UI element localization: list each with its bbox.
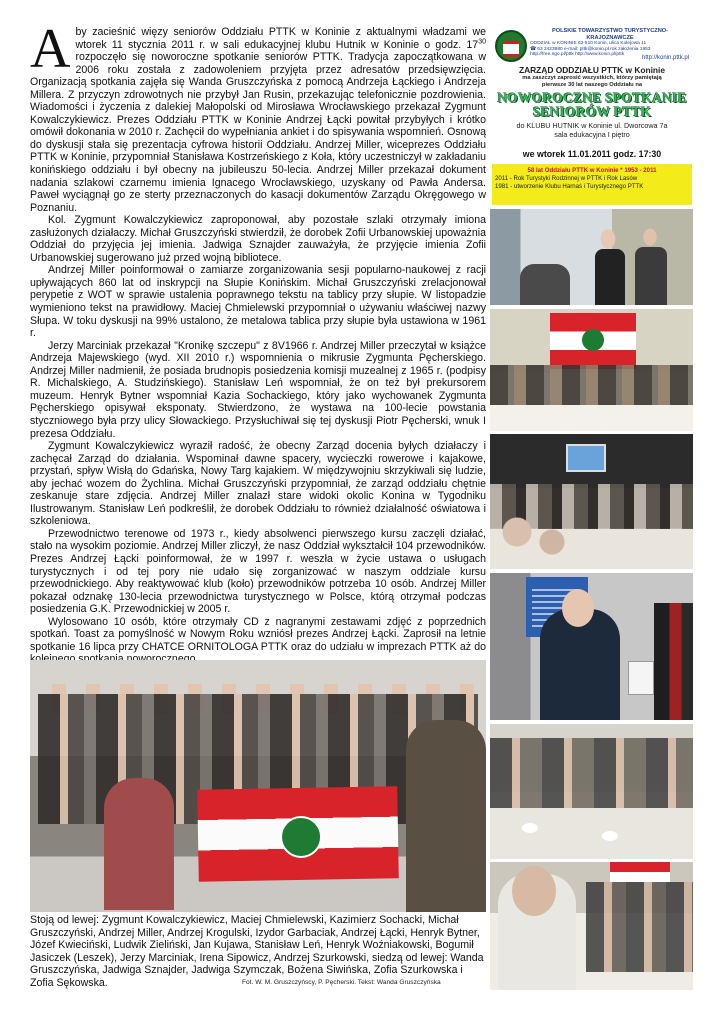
photo-seniors-closeup: [490, 862, 693, 990]
photo-caption: Stoją od lewej: Zygmunt Kowalczykiewicz, Maciej Chmielewski, Kazimierz Sochacki, Michał Gruszczyński, Andrzej Miller, Andrzej Krogulski, Izydor Garbaciak, Andrzej Łącki, Henryk Bytner, Józef Kwieciński, Ludwik Zieliński, Jan Kujawa, Stanisław Leń, Henryk Woźniakowski, Bogumił Jasiczek (Leszek), Jerzy Marciniak, Irena Sipowicz, Andrzej Szurkowski, siedzą od lewej: Wanda Gruszczyńska, Jadwiga Sznajder, Jadwiga Szymczak, Bożena Siwińska, Zofia Szurkowska i Zofia Sękowska.: [30, 914, 484, 989]
photo-presentation-room: [490, 434, 693, 569]
org-name: POLSKIE TOWARZYSTWO TURYSTYCZNO- KRAJOZNAWCZE: [552, 28, 668, 41]
projection-screen: [566, 444, 606, 472]
poster-board: ZARZĄD ODDZIAŁU PTTK w Koninie: [518, 65, 666, 75]
paragraph-5: Zygmunt Kowalczykiewicz wyraził radość, że obecny Zarząd docenia byłych działaczy i zachęcał Zarząd do działania. Wspominał dawne spacery, wycieczki rowerowe i kajakowe, przystań, spływ Wisłą do Gdańska, Nowy Targ kajakiem. W międzywojniu skrzykiwali się ludzie, aby jechać wozem do Żychlina. Michał Gruszczyński przypomniał, że zarząd oddziału chętnie zeskanuje stare zdjęcia. Andrzej Miller znalazł stare widoki okolic Konina w Tygodniku Ilustrowanym. Stanisław Leń podkreślił, że dorobek Oddziału to również działalność oświatowa i szkoleniowa.: [30, 440, 486, 528]
poster-invite: ma zaszczyt zaprosić wszystkich, którzy pamiętają pierwsze 30 lat naszego Oddziału na: [522, 75, 662, 88]
pttk-flag: [197, 786, 399, 881]
paragraph-6: Przewodnictwo terenowe od 1973 r., kiedy absolwenci pierwszego kursu zaczęli działać, stało na wysokim poziomie. Andrzej Miller zliczył, że nasz Oddział wykształcił 104 przewodników. Prezes Andrzej Łącki poinformował, że w 1997 r. weszła w życie ustawa o usługach turystycznych i od tej pory nie udało się zorganizować w naszym oddziale kursu przewodnickiego. Aby reaktywować klub (koło) przewodników potrzeba 10 osób. Andrzej Miller pokazał odznakę 130-lecia przewodnictwa turystycznego w Polsce, którą otrzymał podczas posiedzenia G.K. Przewodnickiej w 2005 r.: [30, 527, 486, 616]
pttk-flag: [550, 313, 636, 369]
photo-table-guests: [490, 724, 693, 859]
paragraph-3: Andrzej Miller poinformował o zamiarze zorganizowania sesji popularno-naukowej z racji upływających 860 lat od inskrypcji na Słupie Konińskim. Michał Gruszczyński zrelacjonował perypetie z WOT w sprawie ustalenia poprawnego tekstu na tablicy przy słupie. W listopadzie wymieniono tekst na prawidłowy. Maciej Chmielewski przypomniał o używaniu właściwej nazwy Słupa. W toku dyskusji na 99% ustalono, że metalowa tablica przy słupie była ustawiona w 1961 r.: [30, 264, 486, 340]
poster-banner: 58 lat Oddziału PTTK w Koninie * 1953 - 2011 2011 - Rok Turystyki Rodzinnej w PTTK i Rok Lasów 1981 - utworzenie Klubu Harnaś i Turystycznego PTTK: [492, 164, 692, 205]
photo-presenter: [490, 573, 693, 720]
photo-flag-meeting: [490, 309, 693, 431]
poster-date: we wtorek 11.01.2011 godz. 17:30: [522, 149, 662, 159]
photo-group: [30, 660, 486, 912]
drop-cap: A: [30, 18, 71, 80]
paragraph-7: Wylosowano 10 osób, które otrzymały CD z nagranymi zestawami zdjęć z poprzednich spotkań. Toast za pomyślność w Nowym Roku wzniósł prezes Andrzej Łącki. Zaprosił na letnie spotkanie 16 lipca przy CHATCE ORNITOLOGA PTTK oraz do udziału w imprezach PTTK aż do: [30, 615, 486, 653]
paragraph-2: Kol. Zygmunt Kowalczykiewicz zaproponował, aby pozostałe szlaki otrzymały imiona zasłużonych działaczy. Michał Gruszczyński stwierdził, że dorobek Zofii Urbanowskiej upoważnia Oddział do przyjęcia jej imienia. Jadwiga Sznajder zauważyła, że przyjęcie imienia Zofii Urbanowskiej sugerowano już przed wojną bibliotece.: [30, 214, 486, 264]
paragraph-4: Jerzy Marciniak przekazał "Kronikę szczepu" z 8V1966 r. Andrzej Miller przeczytał w książce Andrzeja Majewskiego (wyd. XII 2010 r.) wspomnienia o mikrusie Zygmunta Pęcherskiego. Andrzej Miller nadmienił, że posiada brudnopis posiedzenia komisji muzealnej z 1965 r. (podpisy R. Michalskiego, A. Studzińskiego). Stanisław Leń wspomniał, że on też był prekursorem muzeum. Henryk Bytner wspomniał Kazia Sochackiego, który jako wychowanek Zygmunta Pęcherskiego opisywał eksponaty. Stwierdzono, że wystawa na 100-lecie powstania styczniowego była przy ulicy Słowackiego. Przysłuchiwał się tej dyskusji Piotr Pęcherski, wnuk I prezesa Oddziału.: [30, 339, 486, 440]
article-body: [30, 18, 486, 666]
photo-speakers: [490, 209, 693, 305]
org-details: ODDZIAŁ w KONINIE 62-510 Konin, ulica Kolejowa 11 ☎ 63 2423980 e-mail: pttk@konin.pl rok założenia 1953 http://free.ngo.pl/pttk http://www.konin.pl/pttk: [530, 41, 651, 58]
paragraph-1: Aby zacieśnić więzy seniorów Oddziału PTTK w Koninie z aktualnymi władzami we wtorek 11 stycznia 2011 r. w sali edukacyjnej klubu Hutnik w Koninie o godz. $17^{30}$ rozpoczęło się noworoczne spotkanie seniorów PTTK. Tradycja zapoczątkowana w 2006 roku została z zadowoleniem przyjęta przez adresatów przedsięwzięcia. Organizacją spotkania zajęła się Wanda Gruszczyńska z pomocą Andrzeja Łąckiego i Andrzeja Millera. Z przyczyn zdrowotnych nie przybył Jan Rusin, przekazując telefonicznie pozdrowienia. Wiadomości i życzenia z dalekiej Małopolski od Mirosława Wrocławskiego przekazał Zygmunt Kowalczykiewicz. Prezes Oddziału PTTK w Koninie Andrzej Łącki powitał przybyłych i krótko omówił dokonania w 2010 r. Zachęcił do wypełniania ankiet i do spisywania wspomnień. Osnową do dyskusji stała się prezentacja cyfrowa historii Oddziału. Andrzej Miller, wiceprezes Oddziału PTTK w Koninie, przypomniał Stanisława Kostrzeńskiego z Koła, który uczestniczył w zakładaniu konińskiego oddziału i był obecny na jubileuszu 50-lecia. Andrzej Miller przekazał dokument nadania szlakowi czarnemu imienia Ignacego Wrocławskiego, uzyskany od Pawła Andersa. Paweł wyciągnął go ze sterty przeznaczonych do kasacji dokumentów Zarządu Okręgowego w Poznaniu.: [30, 18, 486, 214]
photo-credit: Fot. W. M. Gruszczyńscy, P. Pęcherski. Tekst: Wanda Gruszczyńska: [242, 979, 441, 986]
pttk-logo-icon: [495, 30, 527, 62]
poster-header: [492, 27, 692, 63]
poster-venue: do KLUBU HUTNIK w Koninie ul. Dworcowa 7a sala edukacyjna I piętro: [516, 121, 668, 139]
poster-url: http://konin.pttk.pl: [642, 55, 690, 61]
poster-headline: NOWOROCZNE SPOTKANIE SENIORÓW PTTK: [497, 90, 687, 119]
invitation-poster: [492, 27, 692, 205]
